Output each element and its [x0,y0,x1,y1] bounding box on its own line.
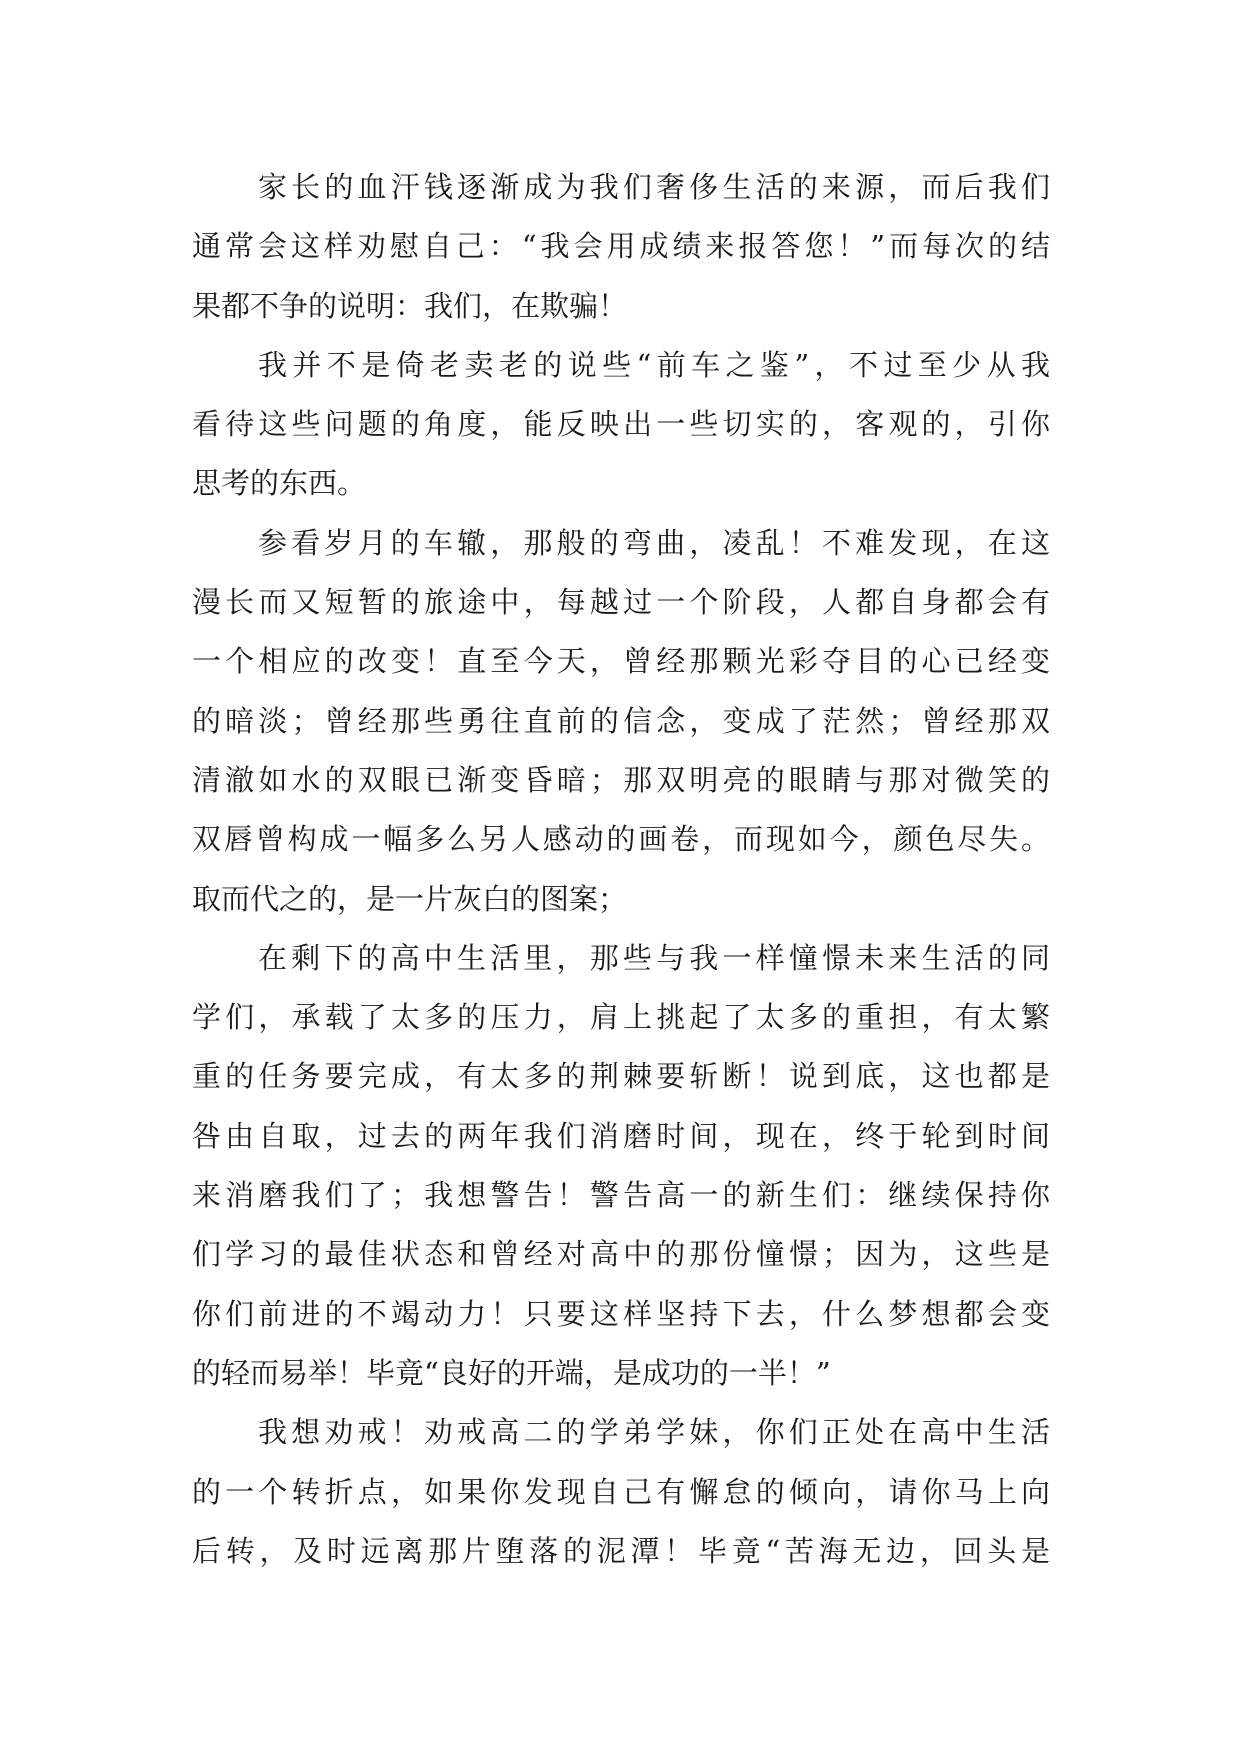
paragraph-line: 参看岁月的车辙，那般的弯曲，凌乱！不难发现，在这 [258,525,1050,560]
paragraph-line: 咎由自取，过去的两年我们消磨时间，现在，终于轮到时间 [192,1118,1050,1153]
paragraph-line: 双唇曾构成一幅多么另人感动的画卷，而现如今，颜色尽失。 [192,822,1050,857]
paragraph-line: 的一个转折点，如果你发现自己有懈怠的倾向，请你马上向 [192,1474,1050,1509]
paragraph-line: 看待这些问题的角度，能反映出一些切实的，客观的，引你 [192,407,1050,442]
paragraph-line: 学们，承载了太多的压力，肩上挑起了太多的重担，有太繁 [192,1000,1050,1035]
paragraph-line: 重的任务要完成，有太多的荆棘要斩断！说到底，这也都是 [192,1059,1050,1094]
document-body [192,158,1050,1581]
paragraph-line: 果都不争的说明：我们，在欺骗！ [192,288,628,323]
paragraph-line: 思考的东西。 [192,466,367,501]
paragraph-line: 取而代之的，是一片灰白的图案； [192,881,628,916]
paragraph-line: 来消磨我们了；我想警告！警告高一的新生们：继续保持你 [192,1178,1050,1213]
paragraph-line: 清澈如水的双眼已渐变昏暗；那双明亮的眼睛与那对微笑的 [192,762,1050,797]
paragraph-line: 我想劝戒！劝戒高二的学弟学妹，你们正处在高中生活 [258,1415,1050,1450]
paragraph-line: 你们前进的不竭动力！只要这样坚持下去，什么梦想都会变 [192,1296,1050,1331]
paragraph-line: 的暗淡；曾经那些勇往直前的信念，变成了茫然；曾经那双 [192,703,1050,738]
paragraph-line: 后转，及时远离那片堕落的泥潭！毕竟“苦海无边，回头是 [192,1533,1050,1568]
paragraph-line: 漫长而又短暂的旅途中，每越过一个阶段，人都自身都会有 [192,585,1050,620]
paragraph-line: 的轻而易举！毕竟“良好的开端，是成功的一半！” [192,1355,831,1390]
paragraph-line: 一个相应的改变！直至今天，曾经那颗光彩夺目的心已经变 [192,644,1050,679]
paragraph-line: 我并不是倚老卖老的说些“前车之鉴”，不过至少从我 [258,347,1050,382]
paragraph-line: 们学习的最佳状态和曾经对高中的那份憧憬；因为，这些是 [192,1237,1050,1272]
paragraph-line: 家长的血汗钱逐渐成为我们奢侈生活的来源，而后我们 [258,170,1050,204]
paragraph-line: 在剩下的高中生活里，那些与我一样憧憬未来生活的同 [258,940,1050,975]
paragraph-line: 通常会这样劝慰自己：“我会用成绩来报答您！”而每次的结 [192,229,1050,264]
